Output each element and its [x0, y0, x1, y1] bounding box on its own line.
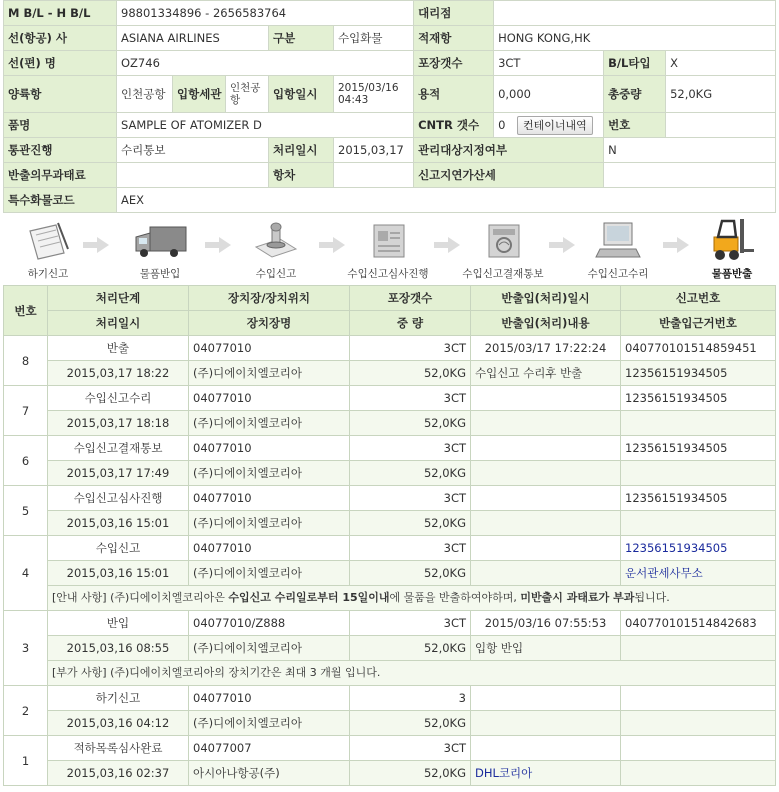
volume-label: 용적 — [414, 76, 494, 113]
row-weight: 52,0KG — [350, 761, 471, 786]
table-row — [4, 686, 776, 711]
number-label: 번호 — [604, 113, 666, 138]
managed-value: N — [604, 138, 776, 163]
header-pkg: 포장갯수 — [350, 286, 471, 311]
row-location: 04077010 — [189, 486, 350, 511]
guide-note-emphasis: 수입신고 수리일로부터 15일이내 — [228, 591, 390, 604]
row-number: 7 — [4, 386, 48, 436]
step-label-accepted: 수입신고수리 — [587, 268, 649, 280]
arrow-icon — [549, 237, 575, 253]
arrow-icon — [319, 237, 345, 253]
unload-port-value: 인천공항 — [117, 76, 173, 113]
row-number: 5 — [4, 486, 48, 536]
item-label: 품명 — [4, 113, 117, 138]
step-goods-entry — [115, 215, 205, 285]
row-weight: 52,0KG — [350, 561, 471, 586]
step-label-review: 수입신고심사진행 — [347, 268, 429, 280]
item-value: SAMPLE OF ATOMIZER D — [117, 113, 414, 138]
row-warehouse: (주)디에이치엘코리아 — [189, 361, 350, 386]
report-number-link[interactable]: 12356151934505 — [621, 536, 776, 561]
table-row — [4, 336, 776, 361]
shipment-info-table — [3, 0, 776, 213]
special-code-value: AEX — [117, 188, 776, 213]
row-io-datetime: 2015/03/17 17:22:24 — [471, 336, 621, 361]
table-row — [4, 711, 776, 736]
loading-port-label: 적재항 — [414, 26, 494, 51]
row-warehouse: 아시아나항공(주) — [189, 761, 350, 786]
row-warehouse: (주)디에이치엘코리아 — [189, 511, 350, 536]
managed-label: 관리대상지정여부 — [414, 138, 604, 163]
row-stage: 반출 — [48, 336, 189, 361]
row-io-datetime — [471, 736, 621, 761]
row-basis-no — [621, 461, 776, 486]
computer-icon — [592, 219, 644, 263]
row-stage: 수입신고결재통보 — [48, 436, 189, 461]
header-report-no: 신고번호 — [621, 286, 776, 311]
clearance-label: 통관진행 — [4, 138, 117, 163]
row-stage: 수입신고수리 — [48, 386, 189, 411]
carrier-label: 선(항공) 사 — [4, 26, 117, 51]
table-row — [4, 436, 776, 461]
bl-type-value: X — [666, 51, 776, 76]
row-stage: 수입신고심사진행 — [48, 486, 189, 511]
table-row — [4, 736, 776, 761]
row-io-datetime: 2015/03/16 07:55:53 — [471, 611, 621, 636]
row-io-datetime — [471, 486, 621, 511]
guide-note-text: 됩니다. — [634, 591, 670, 604]
row-datetime: 2015,03,16 04:12 — [48, 711, 189, 736]
row-pkg: 3CT — [350, 536, 471, 561]
row-io-content — [471, 711, 621, 736]
header-weight: 중 량 — [350, 311, 471, 336]
container-details-button[interactable]: 컨테이너내역 — [517, 116, 593, 135]
arrow-icon — [663, 237, 689, 253]
row-pkg: 3CT — [350, 336, 471, 361]
row-number: 2 — [4, 686, 48, 736]
row-datetime: 2015,03,16 15:01 — [48, 561, 189, 586]
row-io-content — [471, 561, 621, 586]
row-report-no: 12356151934505 — [621, 386, 776, 411]
row-report-no: 12356151934505 — [621, 486, 776, 511]
row-warehouse: (주)디에이치엘코리아 — [189, 711, 350, 736]
row-number: 1 — [4, 736, 48, 786]
row-pkg: 3CT — [350, 436, 471, 461]
step-review — [343, 215, 433, 285]
arrow-icon — [434, 237, 460, 253]
total-weight-value: 52,0KG — [666, 76, 776, 113]
row-basis-no — [621, 411, 776, 436]
row-pkg: 3CT — [350, 386, 471, 411]
row-number: 8 — [4, 336, 48, 386]
row-warehouse: (주)디에이치엘코리아 — [189, 636, 350, 661]
export-fee-label: 반출의무과태료 — [4, 163, 117, 188]
row-warehouse: (주)디에이치엘코리아 — [189, 561, 350, 586]
process-date-value: 2015,03,17 — [334, 138, 414, 163]
row-io-content: 입항 반입 — [471, 636, 621, 661]
arrow-icon — [205, 237, 231, 253]
table-row — [4, 361, 776, 386]
row-basis-no — [621, 761, 776, 786]
report-delay-label: 신고지연가산세 — [414, 163, 604, 188]
cntr-cell — [494, 113, 604, 138]
pkg-count-label: 포장갯수 — [414, 51, 494, 76]
row-pkg: 3CT — [350, 486, 471, 511]
row-pkg: 3 — [350, 686, 471, 711]
row-stage: 수입신고 — [48, 536, 189, 561]
row-location: 04077007 — [189, 736, 350, 761]
row-location: 04077010 — [189, 686, 350, 711]
row-basis-no — [621, 511, 776, 536]
row-datetime: 2015,03,16 08:55 — [48, 636, 189, 661]
row-number: 3 — [4, 611, 48, 686]
table-row — [4, 636, 776, 661]
row-location: 04077010 — [189, 386, 350, 411]
export-fee-value — [117, 163, 269, 188]
type-value: 수입화물 — [334, 26, 414, 51]
table-row — [4, 586, 776, 611]
report-delay-value — [604, 163, 776, 188]
header-location: 장치장/장치위치 — [189, 286, 350, 311]
entry-customs-value: 인천공항 — [226, 76, 269, 113]
row-location: 04077010 — [189, 436, 350, 461]
row-weight: 52,0KG — [350, 511, 471, 536]
step-label-approval: 수입신고결재통보 — [462, 268, 544, 280]
customs-broker-link[interactable]: 운서관세사무소 — [621, 561, 776, 586]
header-no: 번호 — [4, 286, 48, 336]
row-weight: 52,0KG — [350, 461, 471, 486]
header-io-datetime: 반출입(처리)일시 — [471, 286, 621, 311]
header-stage: 처리단계 — [48, 286, 189, 311]
row-basis-no — [621, 711, 776, 736]
row-io-datetime — [471, 386, 621, 411]
row-datetime: 2015,03,17 17:49 — [48, 461, 189, 486]
voyage-label: 항차 — [269, 163, 334, 188]
step-import-report — [231, 215, 321, 285]
entry-customs-label: 입항세관 — [173, 76, 226, 113]
row-io-content — [471, 411, 621, 436]
flight-label: 선(편) 명 — [4, 51, 117, 76]
row-basis-no: 12356151934505 — [621, 361, 776, 386]
total-weight-label: 총중량 — [604, 76, 666, 113]
guide-note-text: [안내 사항] (주)디에이치엘코리아은 — [52, 591, 229, 604]
voyage-value — [334, 163, 414, 188]
table-row — [4, 386, 776, 411]
table-row — [4, 611, 776, 636]
guide-note-text: 에 물품을 반출하여야하며, — [389, 591, 521, 604]
progress-steps — [3, 215, 775, 285]
review-document-icon — [362, 219, 414, 263]
row-io-content — [471, 511, 621, 536]
mbl-label: M B/L - H B/L — [4, 1, 117, 26]
stamp-icon — [250, 219, 302, 263]
step-unloading-report — [3, 215, 93, 285]
additional-note: [부가 사항] (주)디에이치엘코리아의 장치기간은 최대 3 개월 입니다. — [48, 661, 776, 686]
guide-note — [48, 586, 776, 611]
row-warehouse: (주)디에이치엘코리아 — [189, 461, 350, 486]
carrier-value: ASIANA AIRLINES — [117, 26, 269, 51]
special-code-label: 특수화물코드 — [4, 188, 117, 213]
loading-port-value: HONG KONG,HK — [494, 26, 776, 51]
row-location: 04077010 — [189, 536, 350, 561]
table-row — [4, 761, 776, 786]
row-stage: 하기신고 — [48, 686, 189, 711]
row-weight: 52,0KG — [350, 636, 471, 661]
step-approval — [458, 215, 548, 285]
row-location: 04077010/Z888 — [189, 611, 350, 636]
row-io-datetime — [471, 536, 621, 561]
row-warehouse: (주)디에이치엘코리아 — [189, 411, 350, 436]
history-table — [3, 285, 776, 786]
row-report-no — [621, 736, 776, 761]
row-number: 6 — [4, 436, 48, 486]
row-report-no — [621, 686, 776, 711]
step-goods-release — [687, 215, 777, 285]
table-row — [4, 411, 776, 436]
mbl-value: 98801334896 - 2656583764 — [117, 1, 414, 26]
row-number: 4 — [4, 536, 48, 611]
row-datetime: 2015,03,16 15:01 — [48, 511, 189, 536]
row-report-no: 040770101514859451 — [621, 336, 776, 361]
row-report-no: 12356151934505 — [621, 436, 776, 461]
table-row — [4, 486, 776, 511]
row-pkg: 3CT — [350, 611, 471, 636]
process-date-label: 처리일시 — [269, 138, 334, 163]
row-basis-no — [621, 636, 776, 661]
type-label: 구분 — [269, 26, 334, 51]
step-label-import-report: 수입신고 — [255, 268, 297, 280]
row-stage: 반입 — [48, 611, 189, 636]
forwarder-link[interactable]: DHL코리아 — [471, 761, 621, 786]
bl-type-label: B/L타입 — [604, 51, 666, 76]
row-datetime: 2015,03,17 18:18 — [48, 411, 189, 436]
header-basis-no: 반출입근거번호 — [621, 311, 776, 336]
step-label-unloading-report: 하기신고 — [27, 268, 69, 280]
step-accepted — [573, 215, 663, 285]
row-weight: 52,0KG — [350, 711, 471, 736]
row-datetime: 2015,03,17 18:22 — [48, 361, 189, 386]
row-io-content — [471, 461, 621, 486]
row-weight: 52,0KG — [350, 411, 471, 436]
header-warehouse: 장치장명 — [189, 311, 350, 336]
approval-document-icon — [477, 219, 529, 263]
arrow-icon — [83, 237, 109, 253]
cntr-value: 0 — [498, 117, 506, 132]
row-location: 04077010 — [189, 336, 350, 361]
pkg-count-value: 3CT — [494, 51, 604, 76]
table-row — [4, 661, 776, 686]
header-datetime: 처리일시 — [48, 311, 189, 336]
number-value — [666, 113, 776, 138]
row-io-datetime — [471, 686, 621, 711]
row-io-datetime — [471, 436, 621, 461]
agent-label: 대리점 — [414, 1, 494, 26]
row-stage: 적하목록심사완료 — [48, 736, 189, 761]
table-row — [4, 561, 776, 586]
header-io-content: 반출입(처리)내용 — [471, 311, 621, 336]
cntr-label: CNTR 갯수 — [414, 113, 494, 138]
table-row — [4, 536, 776, 561]
unload-port-label: 양륙항 — [4, 76, 117, 113]
row-pkg: 3CT — [350, 736, 471, 761]
table-row — [4, 511, 776, 536]
row-report-no: 040770101514842683 — [621, 611, 776, 636]
row-io-content: 수입신고 수리후 반출 — [471, 361, 621, 386]
unloading-report-icon — [22, 219, 74, 263]
step-label-goods-entry: 물품반입 — [139, 268, 181, 280]
flight-value: OZ746 — [117, 51, 414, 76]
step-label-goods-release: 물품반출 — [711, 268, 753, 280]
entry-date-value: 2015/03/16 04:43 — [334, 76, 414, 113]
row-weight: 52,0KG — [350, 361, 471, 386]
entry-date-label: 입항일시 — [269, 76, 334, 113]
agent-value — [494, 1, 776, 26]
row-datetime: 2015,03,16 02:37 — [48, 761, 189, 786]
table-row — [4, 461, 776, 486]
guide-note-emphasis: 미반출시 과태료가 부과 — [520, 591, 635, 604]
clearance-value: 수리통보 — [117, 138, 269, 163]
volume-value: 0,000 — [494, 76, 604, 113]
forklift-icon — [704, 215, 760, 263]
truck-icon — [130, 219, 190, 263]
